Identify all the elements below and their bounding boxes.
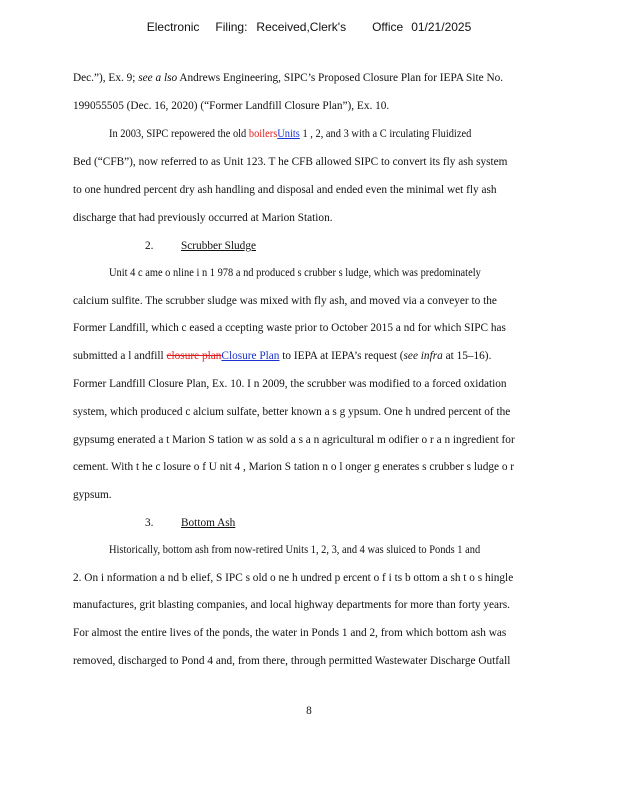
filing-header <box>0 20 618 34</box>
para3-line7: gypsumg enerated a t Marion S tation w as sold a s a n agricultural m odifier o r a n ingredient for <box>73 434 515 446</box>
para2-line4: discharge that had previously occurred at Marion Station. <box>73 212 333 224</box>
text-run: submitted a l andfill <box>73 350 167 362</box>
para3-line3: Former Landfill, which c eased a ccepting waste prior to October 2015 a nd for which SIPC has <box>73 322 506 334</box>
text-run: 1 , 2, and 3 with a C irculating Fluidized <box>299 128 472 140</box>
tracked-insertion: Closure Plan <box>221 350 280 362</box>
text-run: Dec.”), Ex. 9; <box>73 72 139 84</box>
tracked-insertion: Units <box>277 128 300 140</box>
header-received: Received,Clerk's <box>256 20 347 34</box>
text-run: to IEPA at IEPA’s request ( <box>279 350 404 362</box>
section-heading-scrubber-sludge <box>145 238 345 254</box>
para3-line4 <box>73 348 543 364</box>
header-electronic: Electronic <box>146 20 200 34</box>
para3-line2: calcium sulfite. The scrubber sludge was mixed with fly ash, and moved via a conveyer to the <box>73 295 497 307</box>
para1-line2: 199055505 (Dec. 16, 2020) (“Former Landfill Closure Plan”), Ex. 10. <box>73 100 390 112</box>
header-office: Office <box>372 20 404 34</box>
page-number: 8 <box>306 705 312 717</box>
header-date: 01/21/2025 <box>411 20 472 34</box>
para3-line6: system, which produced c alcium sulfate, better known a s g ypsum. One h undred percent of the <box>73 406 511 418</box>
para2-line1 <box>109 126 543 142</box>
section-number: 2. <box>145 240 154 252</box>
para2-line3: to one hundred percent dry ash handling and disposal and ended even the minimal wet fly ash <box>73 184 497 196</box>
section-number: 3. <box>145 517 154 529</box>
para3-line8: cement. With t he c losure o f U nit 4 , Marion S tation n o l onger g enerates s crubber s ludge o r <box>73 461 515 473</box>
para4-line4: For almost the entire lives of the ponds, the water in Ponds 1 and 2, from which bottom ash was <box>73 627 507 639</box>
text-run: In 2003, SIPC repowered the old <box>109 128 249 140</box>
tracked-deletion: boilers <box>248 128 278 140</box>
para2-line2: Bed (“CFB”), now referred to as Unit 123. T he CFB allowed SIPC to convert its fly ash system <box>73 156 508 168</box>
text-run: Andrews Engineering, SIPC’s Proposed Closure Plan for IEPA Site No. <box>177 72 504 84</box>
para1-line1 <box>73 70 543 86</box>
para4-line3: manufactures, grit blasting companies, and local highway departments for more than forty years. <box>73 599 510 611</box>
citation-signal: see a lso <box>138 72 178 84</box>
header-filing: Filing: <box>215 20 248 34</box>
para3-line9: gypsum. <box>73 489 112 501</box>
citation-signal: see infra <box>403 350 443 362</box>
para4-line1: Historically, bottom ash from now-retired Units 1, 2, 3, and 4 was sluiced to Ponds 1 and <box>109 544 481 556</box>
para4-line2: 2. On i nformation a nd b elief, S IPC s old o ne h undred p ercent o f i ts b ottom a sh t o s hingle <box>73 572 514 584</box>
section-title: Bottom Ash <box>181 517 236 529</box>
para3-line1: Unit 4 c ame o nline i n 1 978 a nd produced s crubber s ludge, which was predominately <box>109 267 481 279</box>
tracked-deletion: closure plan <box>166 350 222 362</box>
para4-line5: removed, discharged to Pond 4 and, from there, through permitted Wastewater Discharge Outfall <box>73 655 511 667</box>
para3-line5: Former Landfill Closure Plan, Ex. 10. I n 2009, the scrubber was modified to a forced oxidation <box>73 378 507 390</box>
text-run: at 15–16). <box>442 350 492 362</box>
section-heading-bottom-ash <box>145 515 345 531</box>
section-title: Scrubber Sludge <box>181 240 256 252</box>
